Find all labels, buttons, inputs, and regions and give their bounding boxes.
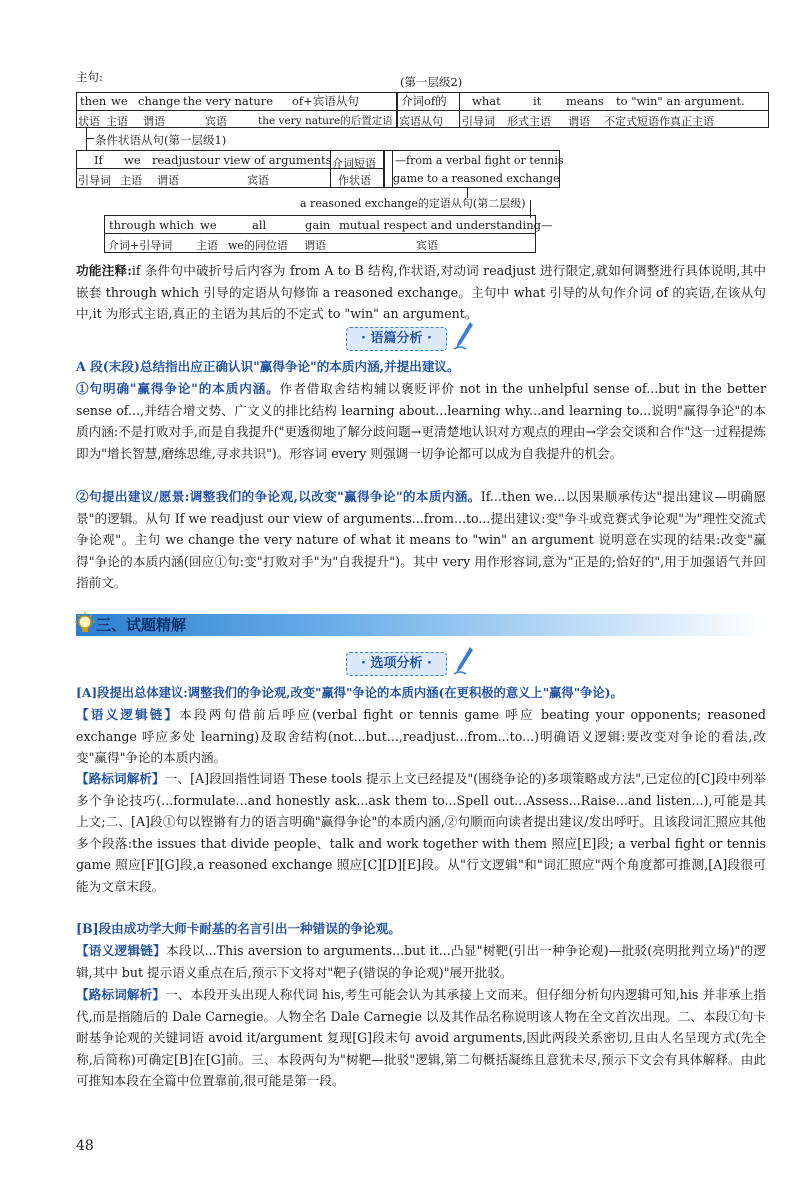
option-a-heading: [A]段提出总体建议:调整我们的争论观,改变"赢得"争论的本质内涵(在更积极的意义上"赢得"争论)。 [76, 685, 623, 700]
word-it: it [533, 94, 542, 108]
role-object-clause: 宾语从句 [399, 115, 443, 128]
option-b-sign-label: 【路标词解析】 [76, 987, 166, 1002]
main-clause-label: 主句: [76, 70, 103, 84]
role-post-attr: the very nature的后置定语 [258, 115, 393, 127]
role-intro-word: 引导词 [462, 115, 495, 128]
word-through-which: through which [109, 218, 195, 232]
option-a-logic [76, 704, 766, 769]
word-what: what [472, 94, 501, 108]
word-we-2: we [124, 153, 141, 167]
word-then: then [80, 94, 107, 108]
para-a1 [76, 378, 766, 464]
option-a-sign-label: 【路标词解析】 [76, 771, 165, 786]
role-object-2: 宾语 [247, 174, 269, 187]
discourse-analysis-pill: · 语篇分析 · [346, 327, 447, 351]
role-predicate-2: 谓语 [568, 115, 590, 128]
level1-top-label: (第一层级2) [400, 75, 463, 89]
level2-label: a reasoned exchange的定语从句(第二层级) [300, 197, 526, 210]
word-the-very-nature: the very nature [183, 94, 274, 108]
word-game-to-exchange: game to a reasoned exchange [393, 172, 560, 185]
role-subject: 主语 [106, 115, 128, 128]
role-subject-2: 主语 [120, 174, 142, 187]
pen-icon-2 [452, 645, 474, 675]
section-title: 三、试题精解 [96, 616, 187, 634]
word-readjust: readjust [152, 153, 201, 167]
word-our-view: our view of arguments [200, 153, 332, 167]
para-a1-body: 作者借取舍结构辅以褒贬评价 not in the unhelpful sense of...but in the better sense of...,并结合增文势、广文义的排比结构 learning about...learning why...and learning to...说明"赢得争论"的本质内涵:不是打败对手,而是自我提升("更透彻地了解分歧问题→更清楚地认识对方观点的理由→学会交谈和合作"这一过程提炼即为"增长智慧,磨练思维,寻求共识")。形容词 every 则强调一切争论都可以成为自我提升的机会。 [76, 381, 766, 461]
lightbulb-icon [74, 612, 96, 638]
para-a2-body: If...then we...以因果顺承传达"提出建议—明确愿景"的逻辑。从句 If we readjust our view of arguments...from...to...提出建议:变"争斗或竞赛式争论观"为"理性交流式争论观"。主句 we change the very nature of what it means to "win" an argument 说明意在实现的结果:改变"赢得"争论的本质内涵(回应①句:变"打败对手"为"自我提升")。其中 very 用作形容词,意为"正是的;恰好的",用于加强语气并回指前文。 [76, 489, 766, 590]
word-change: change [138, 94, 181, 108]
level1-cond-label: 条件状语从句(第一层级1) [95, 133, 227, 147]
function-note [76, 260, 766, 325]
option-a-sign-text: 一、[A]段回指性词语 These tools 提示上文已经提及"(围绕争论的)多项策略或方法",已定位的[C]段中列举多个争论技巧(...formulate...and honestly ask...ask them to...Spell out...Assess...Raise...and listen...),可能是其上文;二、[A]段①句以铿锵有力的语言明确"赢得争论"的本质内涵,②句顺而向读者提出建议/发出呼吁。且该段词汇照应其他多个段落:the issues that divide people、talk and work together with them 照应[E]段; a verbal fight or tennis game 照应[F][G]段,a reasoned exchange 照应[C][D][E]段。从"行文逻辑"和"词汇照应"两个角度都可推测,[A]段很可能为文章末段。 [76, 771, 767, 894]
option-b-logic-label: 【语义逻辑链】 [76, 943, 167, 958]
pen-icon [452, 320, 474, 350]
role-predicate-3: 谓语 [157, 174, 179, 187]
word-prep-of: 介词of的 [401, 94, 447, 108]
function-note-label: 功能注释: [76, 263, 132, 278]
option-b-sign-text: 一、本段开头出现人称代词 his,考生可能会认为其承接上文而来。但仔细分析句内逻辑可知,his 并非承上指代,而是指随后的 Dale Carnegie。人物全名 Dale Carnegie 以及其作品名称说明该人物在全文首次出现。二、本段①句卡耐基争论观的关键词语 avoid it/argument 复现[G]段末句 avoid arguments,因此两段关系密切,且由人名呈现方式(先全称,后简称)可确定[B]在[G]前。三、本段两句为"树靶—批驳"逻辑,第二句概括凝练且意犹未尽,预示下文会有具体解释。由此可推知本段在全篇中位置靠前,很可能是第一段。 [76, 987, 767, 1088]
word-gain: gain [305, 218, 331, 232]
word-all: all [252, 218, 267, 232]
word-means: means [566, 94, 604, 108]
option-b-logic [76, 940, 766, 983]
role-intro-word-2: 引导词 [78, 174, 111, 187]
role-object-3: 宾语 [416, 239, 438, 252]
para-a-heading: A 段(末段)总结指出应正确认识"赢得争论"的本质内涵,并提出建议。 [76, 359, 460, 374]
option-a-logic-text: 本段两句借前后呼应(verbal fight or tennis game 呼应 beating your opponents; reasoned exchange 呼应多处 learning)及取舍结构(not...but...,readjust...from...to...)明确语义逻辑:要改变对争论的看法,改变"赢得"争论的本质内涵。 [76, 707, 766, 765]
para-a2-heading: ②句提出建议/愿景:调整我们的争论观,以改变"赢得争论"的本质内涵。 [76, 489, 481, 504]
function-note-text: if 条件句中破折号后内容为 from A to B 结构,作状语,对动词 readjust 进行限定,就如何调整进行具体说明,其中嵌套 through which 引导的定语从句修饰 a reasoned exchange。主句中 what 引导的从句作介词 of 的宾语,在该从句中,it 为形式主语,真正的主语为其后的不定式 to "win" an argument。 [76, 263, 766, 321]
word-to-win: to "win" an argument. [616, 94, 745, 108]
option-b-logic-text: 本段以...This aversion to arguments...but it...凸显"树靶(引出一种争论观)—批驳(亮明批判立场)"的逻辑,其中 but 提示语义重点在后,预示下文将对"靶子(错误的争论观)"展开批驳。 [76, 943, 767, 980]
role-infinitive: 不定式短语作真正主语 [604, 115, 714, 128]
option-a-logic-label: 【语义逻辑链】 [76, 707, 180, 722]
role-predicate-4: 谓语 [304, 239, 326, 252]
role-adverbial: 状语 [78, 115, 100, 128]
word-of-clause: of+宾语从句 [292, 94, 359, 108]
word-from-verbal-fight: —from a verbal fight or tennis [395, 154, 564, 167]
label-prep-phrase: 介词短语 [332, 157, 376, 170]
option-analysis-pill: · 选项分析 · [346, 652, 447, 676]
para-a1-heading: ①句明确"赢得争论"的本质内涵。 [76, 381, 280, 396]
option-b-signpost [76, 984, 766, 1092]
role-subject-3: 主语 [196, 239, 218, 252]
role-appositive: we的同位语 [228, 239, 288, 252]
role-prep-intro: 介词+引导词 [108, 239, 173, 252]
word-we-3: we [200, 218, 217, 232]
role-predicate: 谓语 [143, 115, 165, 128]
word-mutual-respect: mutual respect and understanding— [339, 218, 553, 232]
page-number: 48 [76, 1138, 94, 1154]
role-adverbial-2: 作状语 [338, 174, 371, 187]
option-b-heading: [B]段由成功学大师卡耐基的名言引出一种错误的争论观。 [76, 921, 401, 936]
role-formal-subject: 形式主语 [507, 115, 551, 128]
para-a2 [76, 486, 766, 594]
role-object: 宾语 [205, 115, 227, 128]
option-a-signpost [76, 768, 766, 897]
word-if: If [94, 153, 103, 167]
word-we: we [111, 94, 128, 108]
